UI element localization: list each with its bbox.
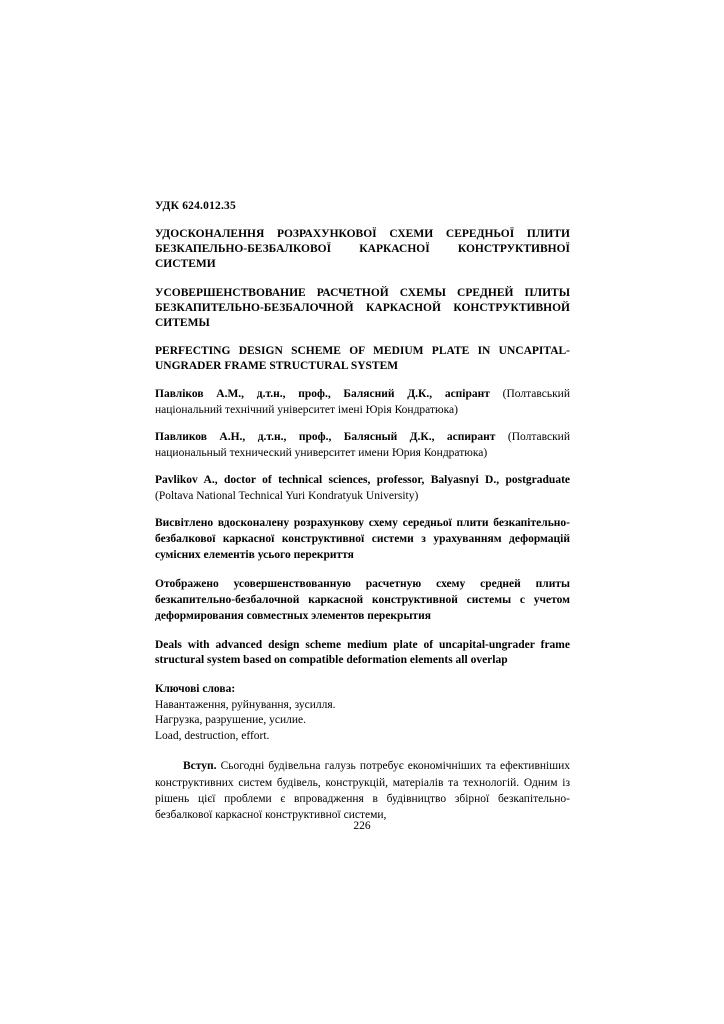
udc-code: УДК 624.012.35	[155, 200, 236, 212]
abstract-english: Deals with advanced design scheme medium plate of uncapital-ungrader frame structural system based on compatible deformation elements all overlap	[155, 638, 570, 667]
authors-english-affiliation: (Poltava National Technical Yuri Kondratyuk University)	[155, 489, 419, 502]
authors-russian-names: Павликов А.Н., д.т.н., проф., Балясный Д.К., аспирант	[155, 431, 496, 444]
keywords-ukrainian: Навантаження, руйнування, зусилля.	[155, 698, 336, 711]
authors-ukrainian	[155, 387, 570, 418]
authors-ukrainian-names: Павліков А.М., д.т.н., проф., Балясний Д.К., аспірант	[155, 388, 490, 401]
authors-english	[155, 473, 570, 504]
authors-english-names: Pavlikov A., doctor of technical sciences, professor, Balyasnyi D., postgraduate	[155, 474, 570, 487]
authors-ukrainian-affiliation: (Полтавський національний технічний університет імені Юрія Кондратюка)	[155, 388, 570, 416]
intro-lead-in: Вступ.	[183, 760, 217, 773]
authors-russian-affiliation: (Полтавский национальный технический университет имени Юрия Кондратюка)	[155, 431, 570, 459]
title-ukrainian: УДОСКОНАЛЕННЯ РОЗРАХУНКОВОЇ СХЕМИ СЕРЕДНЬОЇ ПЛИТИ БЕЗКАПЕЛЬНО-БЕЗБАЛКОВОЇ КАРКАСНОЇ КОНСТРУКТИВНОЇ СИСТЕМИ	[155, 228, 570, 271]
keywords-russian: Нагрузка, разрушение, усилие.	[155, 714, 307, 727]
page-number: 226	[353, 820, 371, 832]
authors-russian	[155, 430, 570, 461]
title-russian: УСОВЕРШЕНСТВОВАНИЕ РАСЧЕТНОЙ СХЕМЫ СРЕДНЕЙ ПЛИТЫ БЕЗКАПИТЕЛЬНО-БЕЗБАЛОЧНОЙ КАРКАСНОЙ КОНСТРУКТИВНОЙ СИТЕМЫ	[155, 286, 570, 329]
page-content	[155, 200, 570, 824]
abstract-russian: Отображено усовершенствованную расчетную схему средней плиты безкапительно-безбалочной каркасной конструктивной системы с учетом деформирования совместных элементов перекрытия	[155, 578, 570, 622]
keywords-section	[155, 682, 570, 744]
intro-body-text: Сьогодні будівельна галузь потребує економічніших та ефективніших конструктивних систем будівель, конструкцій, матеріалів та технологій. Одним із рішень цієї проблеми є впровадження в будівництво збірної безкапітельно-безбалкової каркасної конструктивної системи,	[155, 760, 570, 822]
title-english: PERFECTING DESIGN SCHEME OF MEDIUM PLATE IN UNCAPITAL-UNGRADER FRAME STRUCTURAL SYSTEM	[155, 345, 570, 373]
intro-paragraph	[155, 758, 570, 823]
keywords-heading: Ключові слова:	[155, 683, 236, 696]
keywords-english: Load, destruction, effort.	[155, 729, 270, 742]
abstract-ukrainian: Висвітлено вдосконалену розрахункову схему середньої плити безкапітельно-безбалкової каркасної конструктивної системи з урахуванням деформацій сумісних елементів усього перекриття	[155, 517, 570, 562]
